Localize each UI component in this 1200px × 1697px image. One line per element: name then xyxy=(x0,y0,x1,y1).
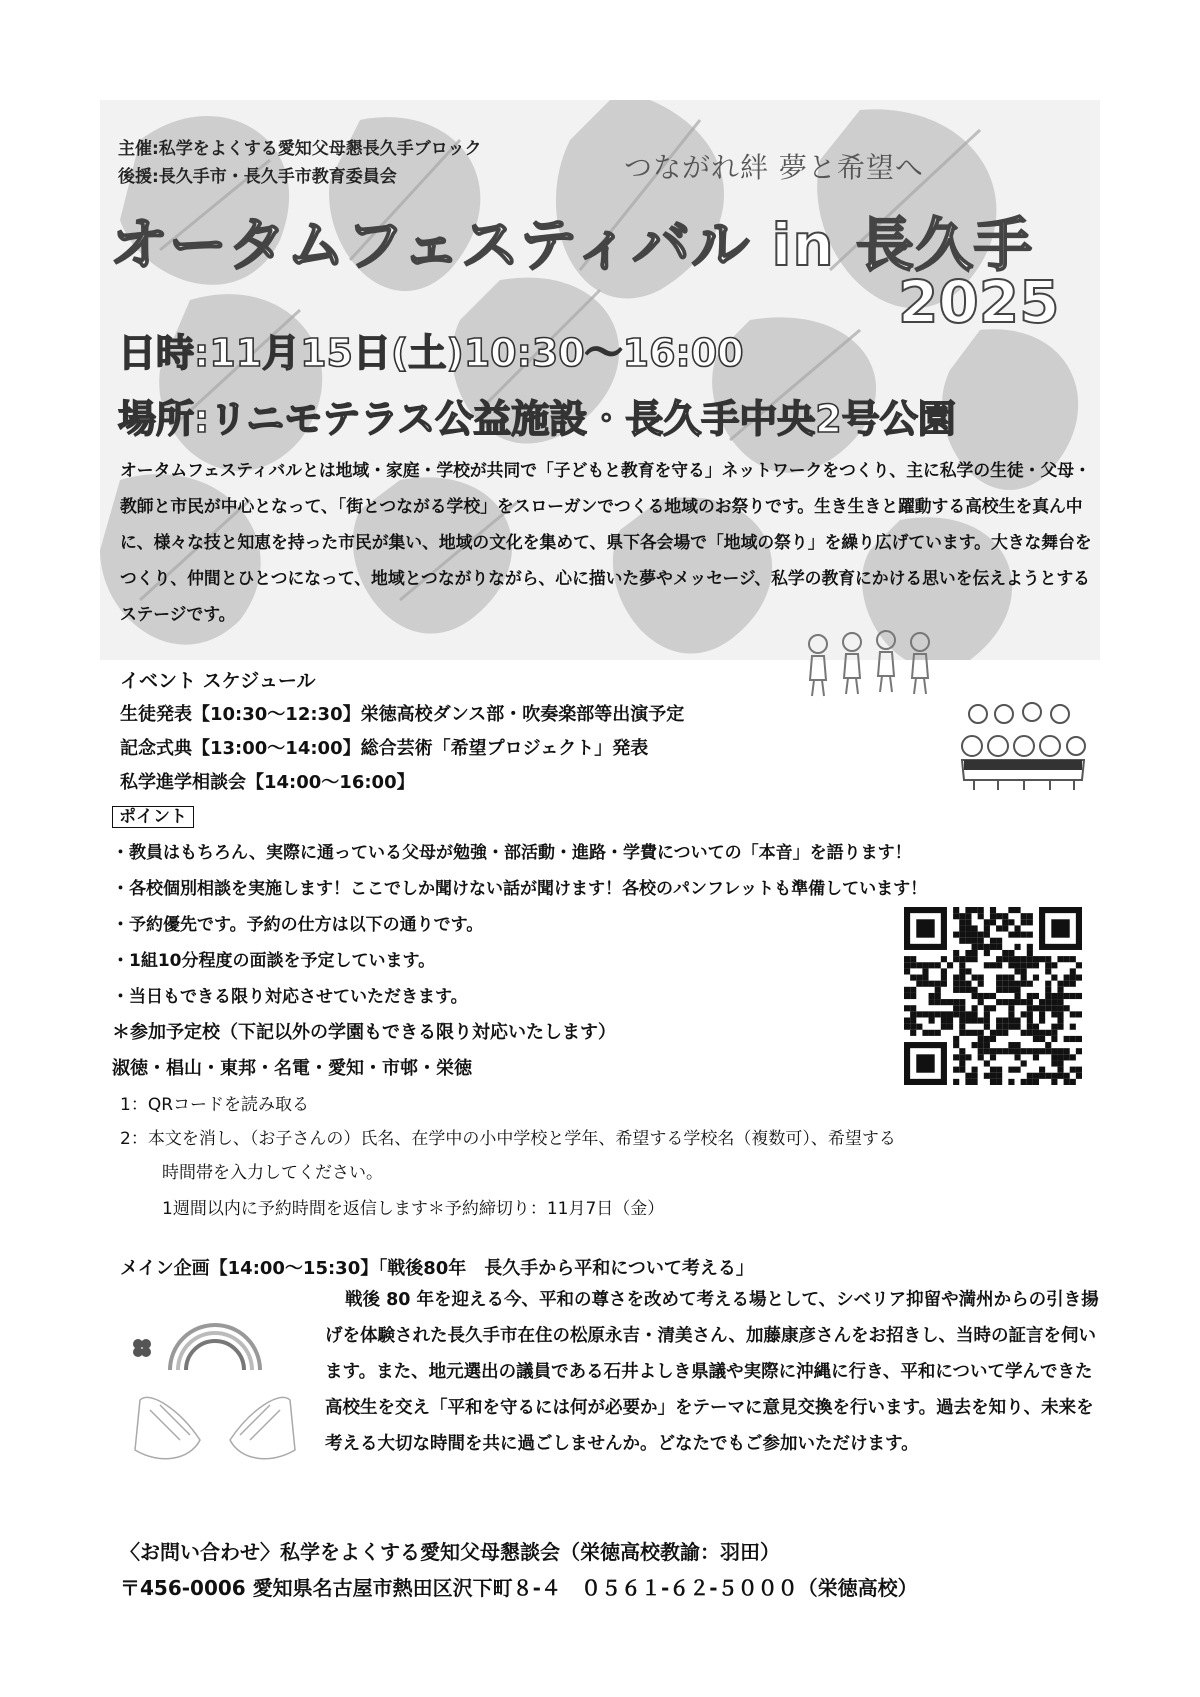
schedule-heading: イベント スケジュール xyxy=(120,670,316,692)
event-year: 2025 xyxy=(898,268,1060,336)
page-title: オータムフェスティバル in 長久手 xyxy=(110,211,1033,279)
qr-code[interactable] xyxy=(904,907,1082,1085)
main-event-heading: メイン企画【14:00〜15:30】「戦後80年 長久手から平和について考える」 xyxy=(120,1258,754,1279)
point-item: ・当日もできる限り対応させていただきます。 xyxy=(112,987,468,1007)
schedule-item: 私学進学相談会【14:00〜16:00】 xyxy=(120,772,415,793)
schools-note: ＊参加予定校（下記以外の学園もできる限り対応いたします） xyxy=(112,1022,616,1043)
schedule-item: 生徒発表【10:30〜12:30】栄徳高校ダンス部・吹奏楽部等出演予定 xyxy=(120,704,685,725)
step-item: 1：QRコードを読み取る xyxy=(120,1095,310,1115)
schools-list: 淑徳・椙山・東邦・名電・愛知・市邨・栄徳 xyxy=(112,1058,472,1079)
point-item: ・予約優先です。予約の仕方は以下の通りです。 xyxy=(112,915,484,935)
step-item: 2：本文を消し、（お子さんの）氏名、在学中の小中学校と学年、希望する学校名（複数可）、希望する xyxy=(120,1129,896,1149)
sponsor: 後援:長久手市・長久手市教育委員会 xyxy=(118,167,397,187)
contact-address: 〒456-0006 愛知県名古屋市熱田区沢下町８-４ ０５６１-６２-５０００（栄徳高校） xyxy=(120,1576,918,1600)
points-label-box: ポイント xyxy=(112,806,194,828)
step-item: 1週間以内に予約時間を返信します＊予約締切り：11月7日（金） xyxy=(162,1199,665,1219)
organizer: 主催:私学をよくする愛知父母懇長久手ブロック xyxy=(118,139,482,159)
event-place: 場所:リニモテラス公益施設・長久手中央2号公園 xyxy=(118,397,956,441)
main-event-body: 戦後 80 年を迎える今、平和の尊さを改めて考える場として、シベリア抑留や満州からの引き揚げを体験された長久手市在住の松原永吉・清美さん、加藤康彦さんをお招きし、当時の証言を伺います。また、地元選出の議員である石井よしき県議や実際に沖縄に行き、平和について学んできた高校生を交え「平和を守るには何が必要か」をテーマに意見交換を行います。過去を知り、未来を考える大切な時間を共に過ごしませんか。どなたでもご参加いただけます。 xyxy=(325,1290,1099,1454)
contact-line: 〈お問い合わせ〉私学をよくする愛知父母懇談会（栄徳高校教諭：羽田） xyxy=(120,1540,780,1564)
dancing-kids-illustration xyxy=(800,628,940,700)
slogan: つながれ絆 夢と希望へ xyxy=(624,151,924,184)
step-item: 時間帯を入力してください。 xyxy=(162,1163,383,1183)
students-group-illustration xyxy=(958,700,1088,792)
event-datetime: 日時:11月15日(土)10:30〜16:00 xyxy=(118,331,744,375)
rainbow-hands-illustration xyxy=(120,1290,310,1470)
intro-paragraph: オータムフェスティバルとは地域・家庭・学校が共同で「子どもと教育を守る」ネットワークをつくり、主に私学の生徒・父母・教師と市民が中心となって、「街とつながる学校」をスローガンでつくる地域のお祭りです。生き生きと躍動する高校生を真ん中に、様々な技と知恵を持った市民が集い、地域の文化を集めて、県下各会場で「地域の祭り」を繰り広げています。大きな舞台をつくり、仲間とひとつになって、地域とつながりながら、心に描いた夢やメッセージ、私学の教育にかける思いを伝えようとするステージです。 xyxy=(120,460,1092,624)
point-item: ・1組10分程度の面談を予定しています。 xyxy=(112,951,436,971)
point-item: ・教員はもちろん、実際に通っている父母が勉強・部活動・進路・学費についての「本音」を語ります！ xyxy=(112,843,912,863)
point-item: ・各校個別相談を実施します！ここでしか聞けない話が聞けます！各校のパンフレットも準備しています！ xyxy=(112,879,928,899)
points-label xyxy=(112,802,194,827)
schedule-item: 記念式典【13:00〜14:00】総合芸術「希望プロジェクト」発表 xyxy=(120,738,649,759)
